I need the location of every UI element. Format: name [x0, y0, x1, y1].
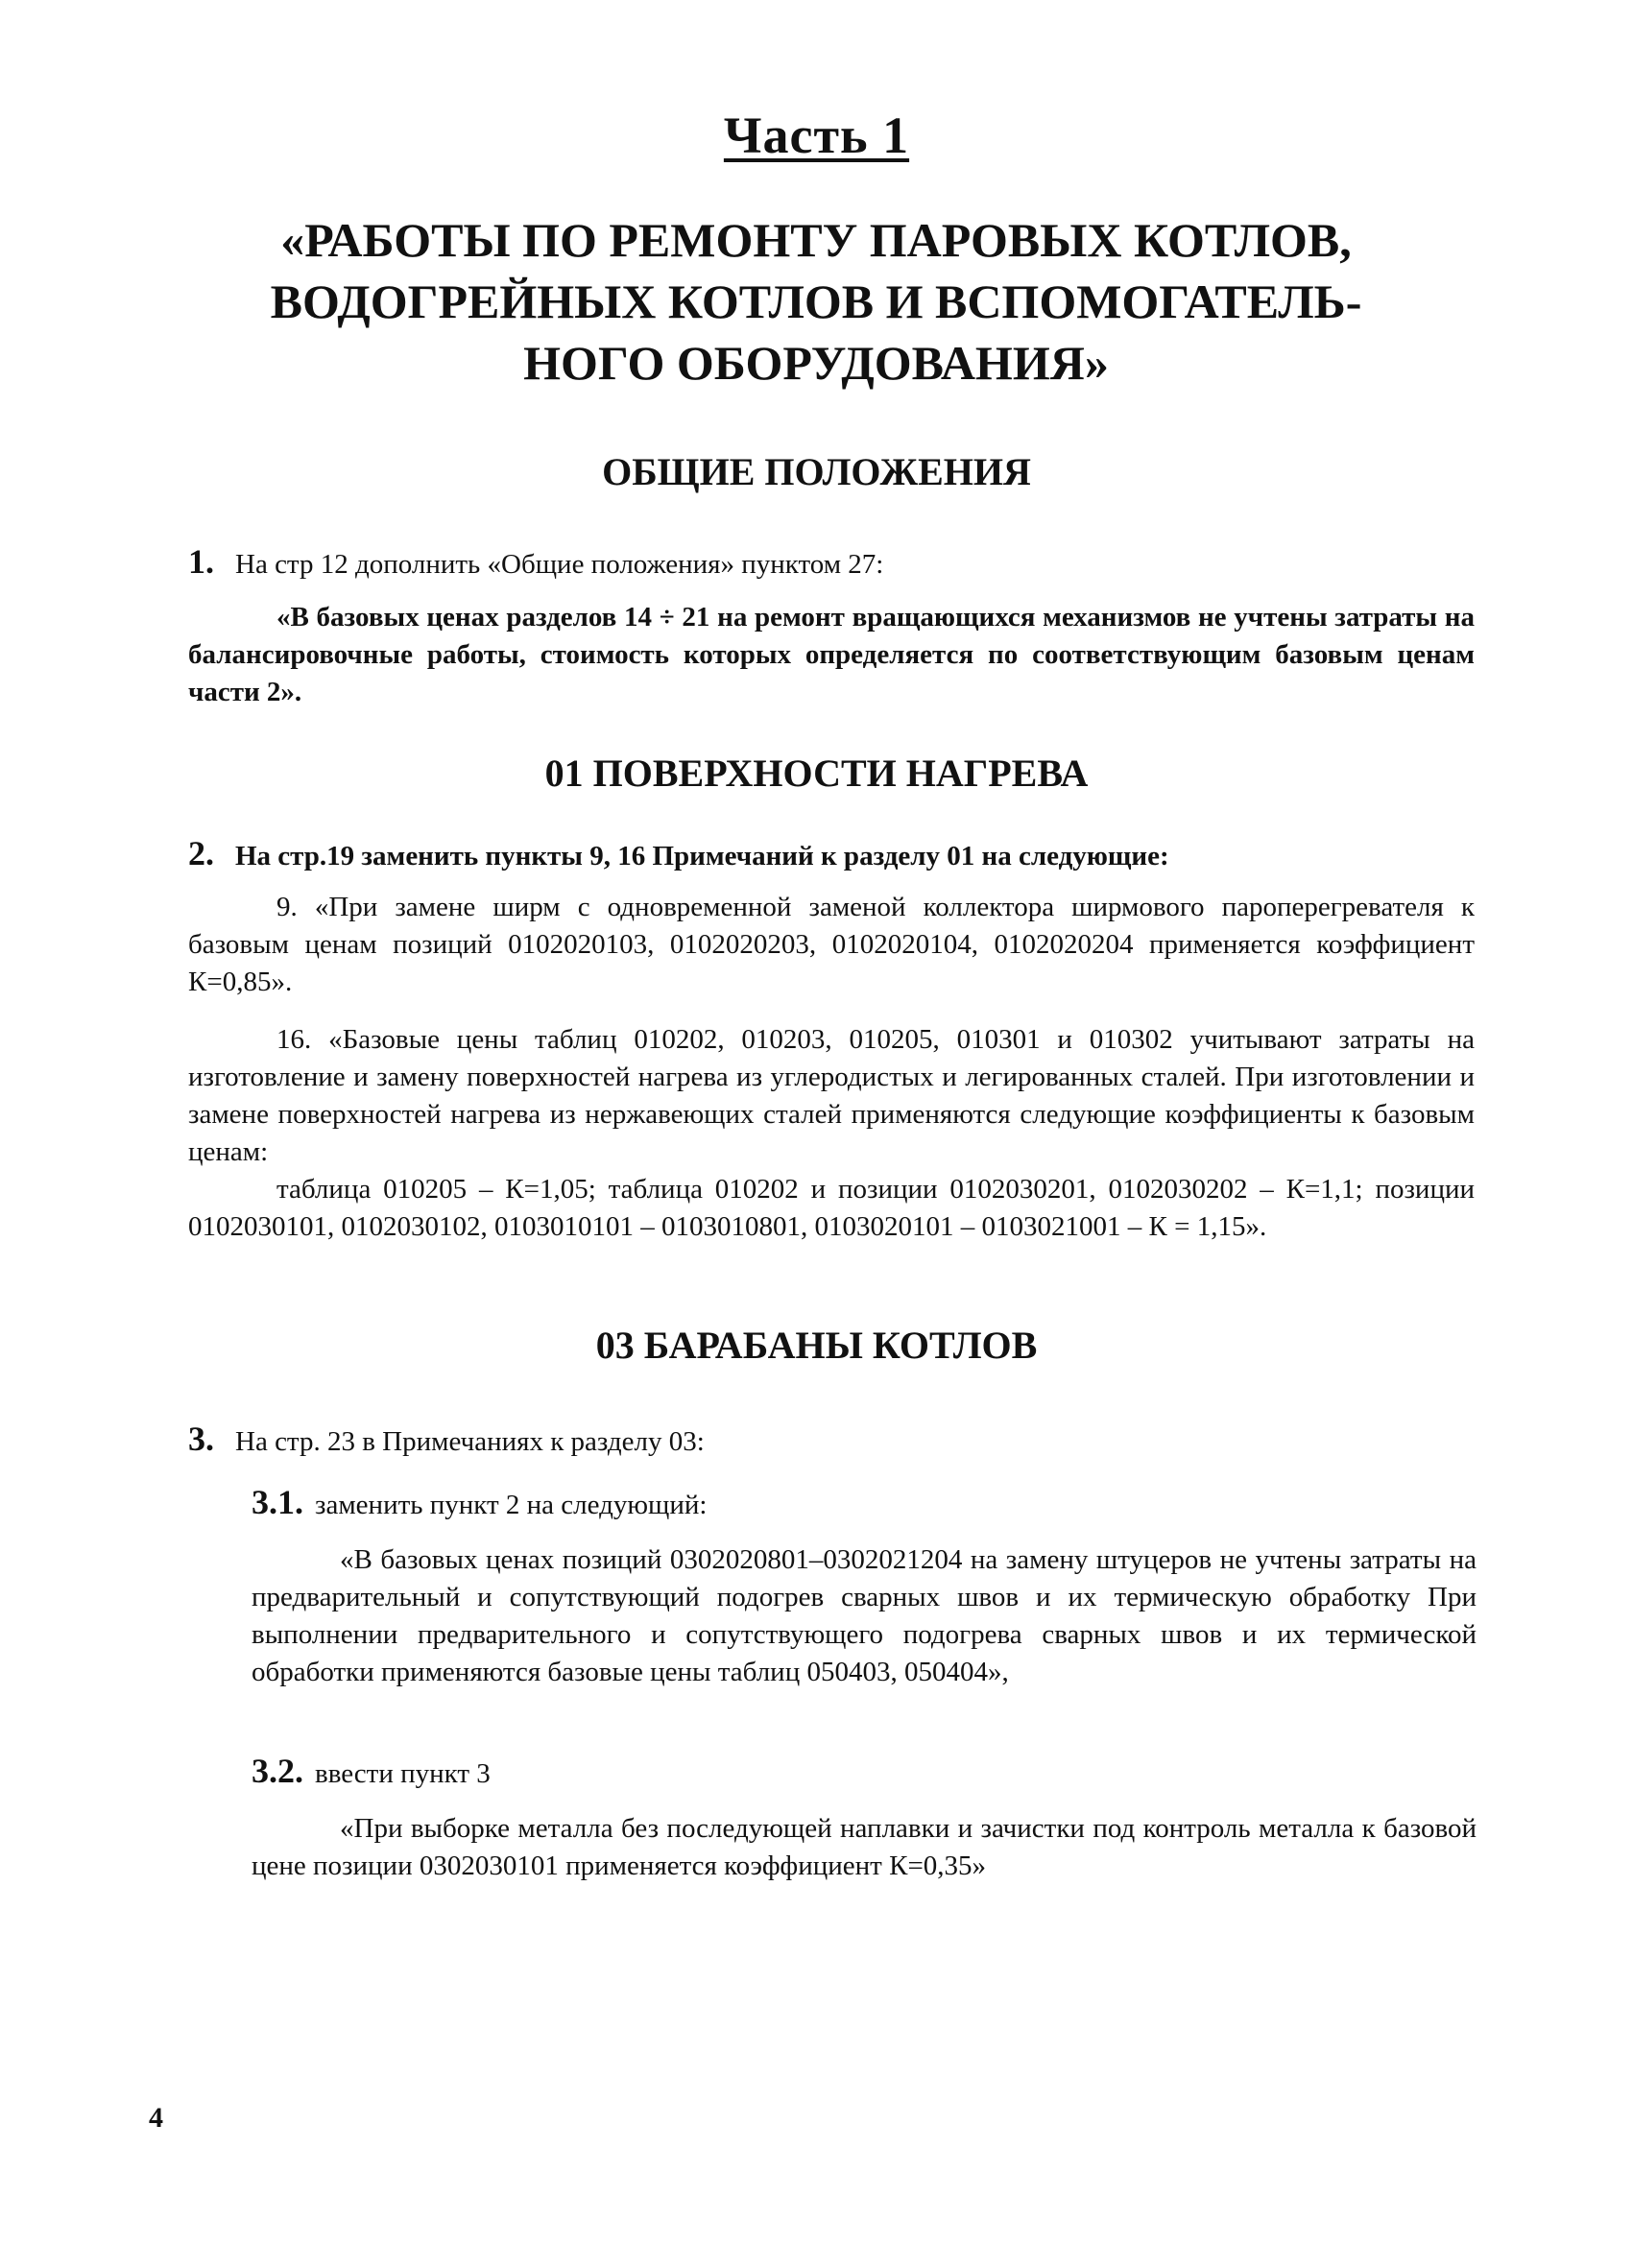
item-number: 3. [188, 1420, 214, 1458]
subitem-3-1-quote [252, 1541, 1477, 1691]
section-heading-drums: 03 БАРАБАНЫ КОТЛОВ [595, 1324, 1038, 1367]
item-2 [188, 833, 1169, 873]
main-title-line: ВОДОГРЕЙНЫХ КОТЛОВ И ВСПОМОГАТЕЛЬ- [270, 275, 1362, 328]
item-text: На стр.19 заменить пункты 9, 16 Примечаний к разделу 01 на следующие: [235, 841, 1169, 871]
item-1 [188, 541, 883, 582]
point-9-text: 9. «При замене ширм с одновременной заменой коллектора ширмового пароперегревателя к базовым ценам позиций 0102020103, 0102020203, 0102020104, 0102020204 применяется коэффициент К=0,85». [188, 892, 1475, 997]
subitem-number: 3.1. [252, 1483, 303, 1521]
subitem-3-2-quote [252, 1810, 1477, 1885]
main-title-line: НОГО ОБОРУДОВАНИЯ» [523, 336, 1109, 390]
subitem-3-2 [252, 1751, 491, 1791]
part-title: Часть 1 [723, 107, 910, 164]
subitem-3-1 [252, 1482, 707, 1522]
main-title [240, 209, 1392, 394]
section-heading-heating-surfaces: 01 ПОВЕРХНОСТИ НАГРЕВА [544, 752, 1089, 795]
item-3 [188, 1419, 705, 1459]
subitem-3-2-quote-text: «При выборке металла без последующей наплавки и зачистки под контроль металла к базовой цене позиции 0302030101 применяется коэффициент К=0,35» [252, 1813, 1477, 1881]
item-text: На стр. 23 в Примечаниях к разделу 03: [235, 1426, 705, 1457]
page-number: 4 [149, 2102, 163, 2134]
subitem-3-1-quote-text: «В базовых ценах позиций 0302020801–0302021204 на замену штуцеров не учтены затраты на предварительный и сопутствующий подогрев сварных швов и их термическую обработку При выполнении предварительного и сопутствующего подогрева сварных швов и их термической обработки применяются базовые цены таблиц 050403, 050404», [252, 1544, 1477, 1687]
main-title-line: «РАБОТЫ ПО РЕМОНТУ ПАРОВЫХ КОТЛОВ, [280, 213, 1352, 267]
subitem-text: ввести пункт 3 [315, 1758, 491, 1789]
item-text: На стр 12 дополнить «Общие положения» пунктом 27: [235, 549, 884, 580]
point-9 [188, 889, 1475, 1001]
item-number: 2. [188, 834, 214, 872]
point-16 [188, 1021, 1475, 1246]
section-heading-general: ОБЩИЕ ПОЛОЖЕНИЯ [602, 450, 1031, 493]
general-quote-text: «В базовых ценах разделов 14 ÷ 21 на ремонт вращающихся механизмов не учтены затраты на балансировочные работы, стоимость которых определяется по соответствующим базовым ценам части 2». [188, 602, 1475, 707]
item-number: 1. [188, 542, 214, 581]
subitem-number: 3.2. [252, 1752, 303, 1790]
point-16-text: 16. «Базовые цены таблиц 010202, 010203, 010205, 010301 и 010302 учитывают затраты на изготовление и замену поверхностей нагрева из углеродистых и легированных сталей. При изготовлении и замене поверхностей нагрева из нержавеющих сталей применяются следующие коэффициенты к базовым ценам: [188, 1024, 1475, 1167]
point-16-coefficients: таблица 010205 – К=1,05; таблица 010202 и позиции 0102030201, 0102030202 – К=1,1; позиции 0102030101, 0102030102, 0103010101 – 0103010801, 0103020101 – 0103021001 – К = 1,15». [188, 1174, 1475, 1242]
general-quote [188, 599, 1475, 711]
subitem-text: заменить пункт 2 на следующий: [315, 1490, 708, 1520]
